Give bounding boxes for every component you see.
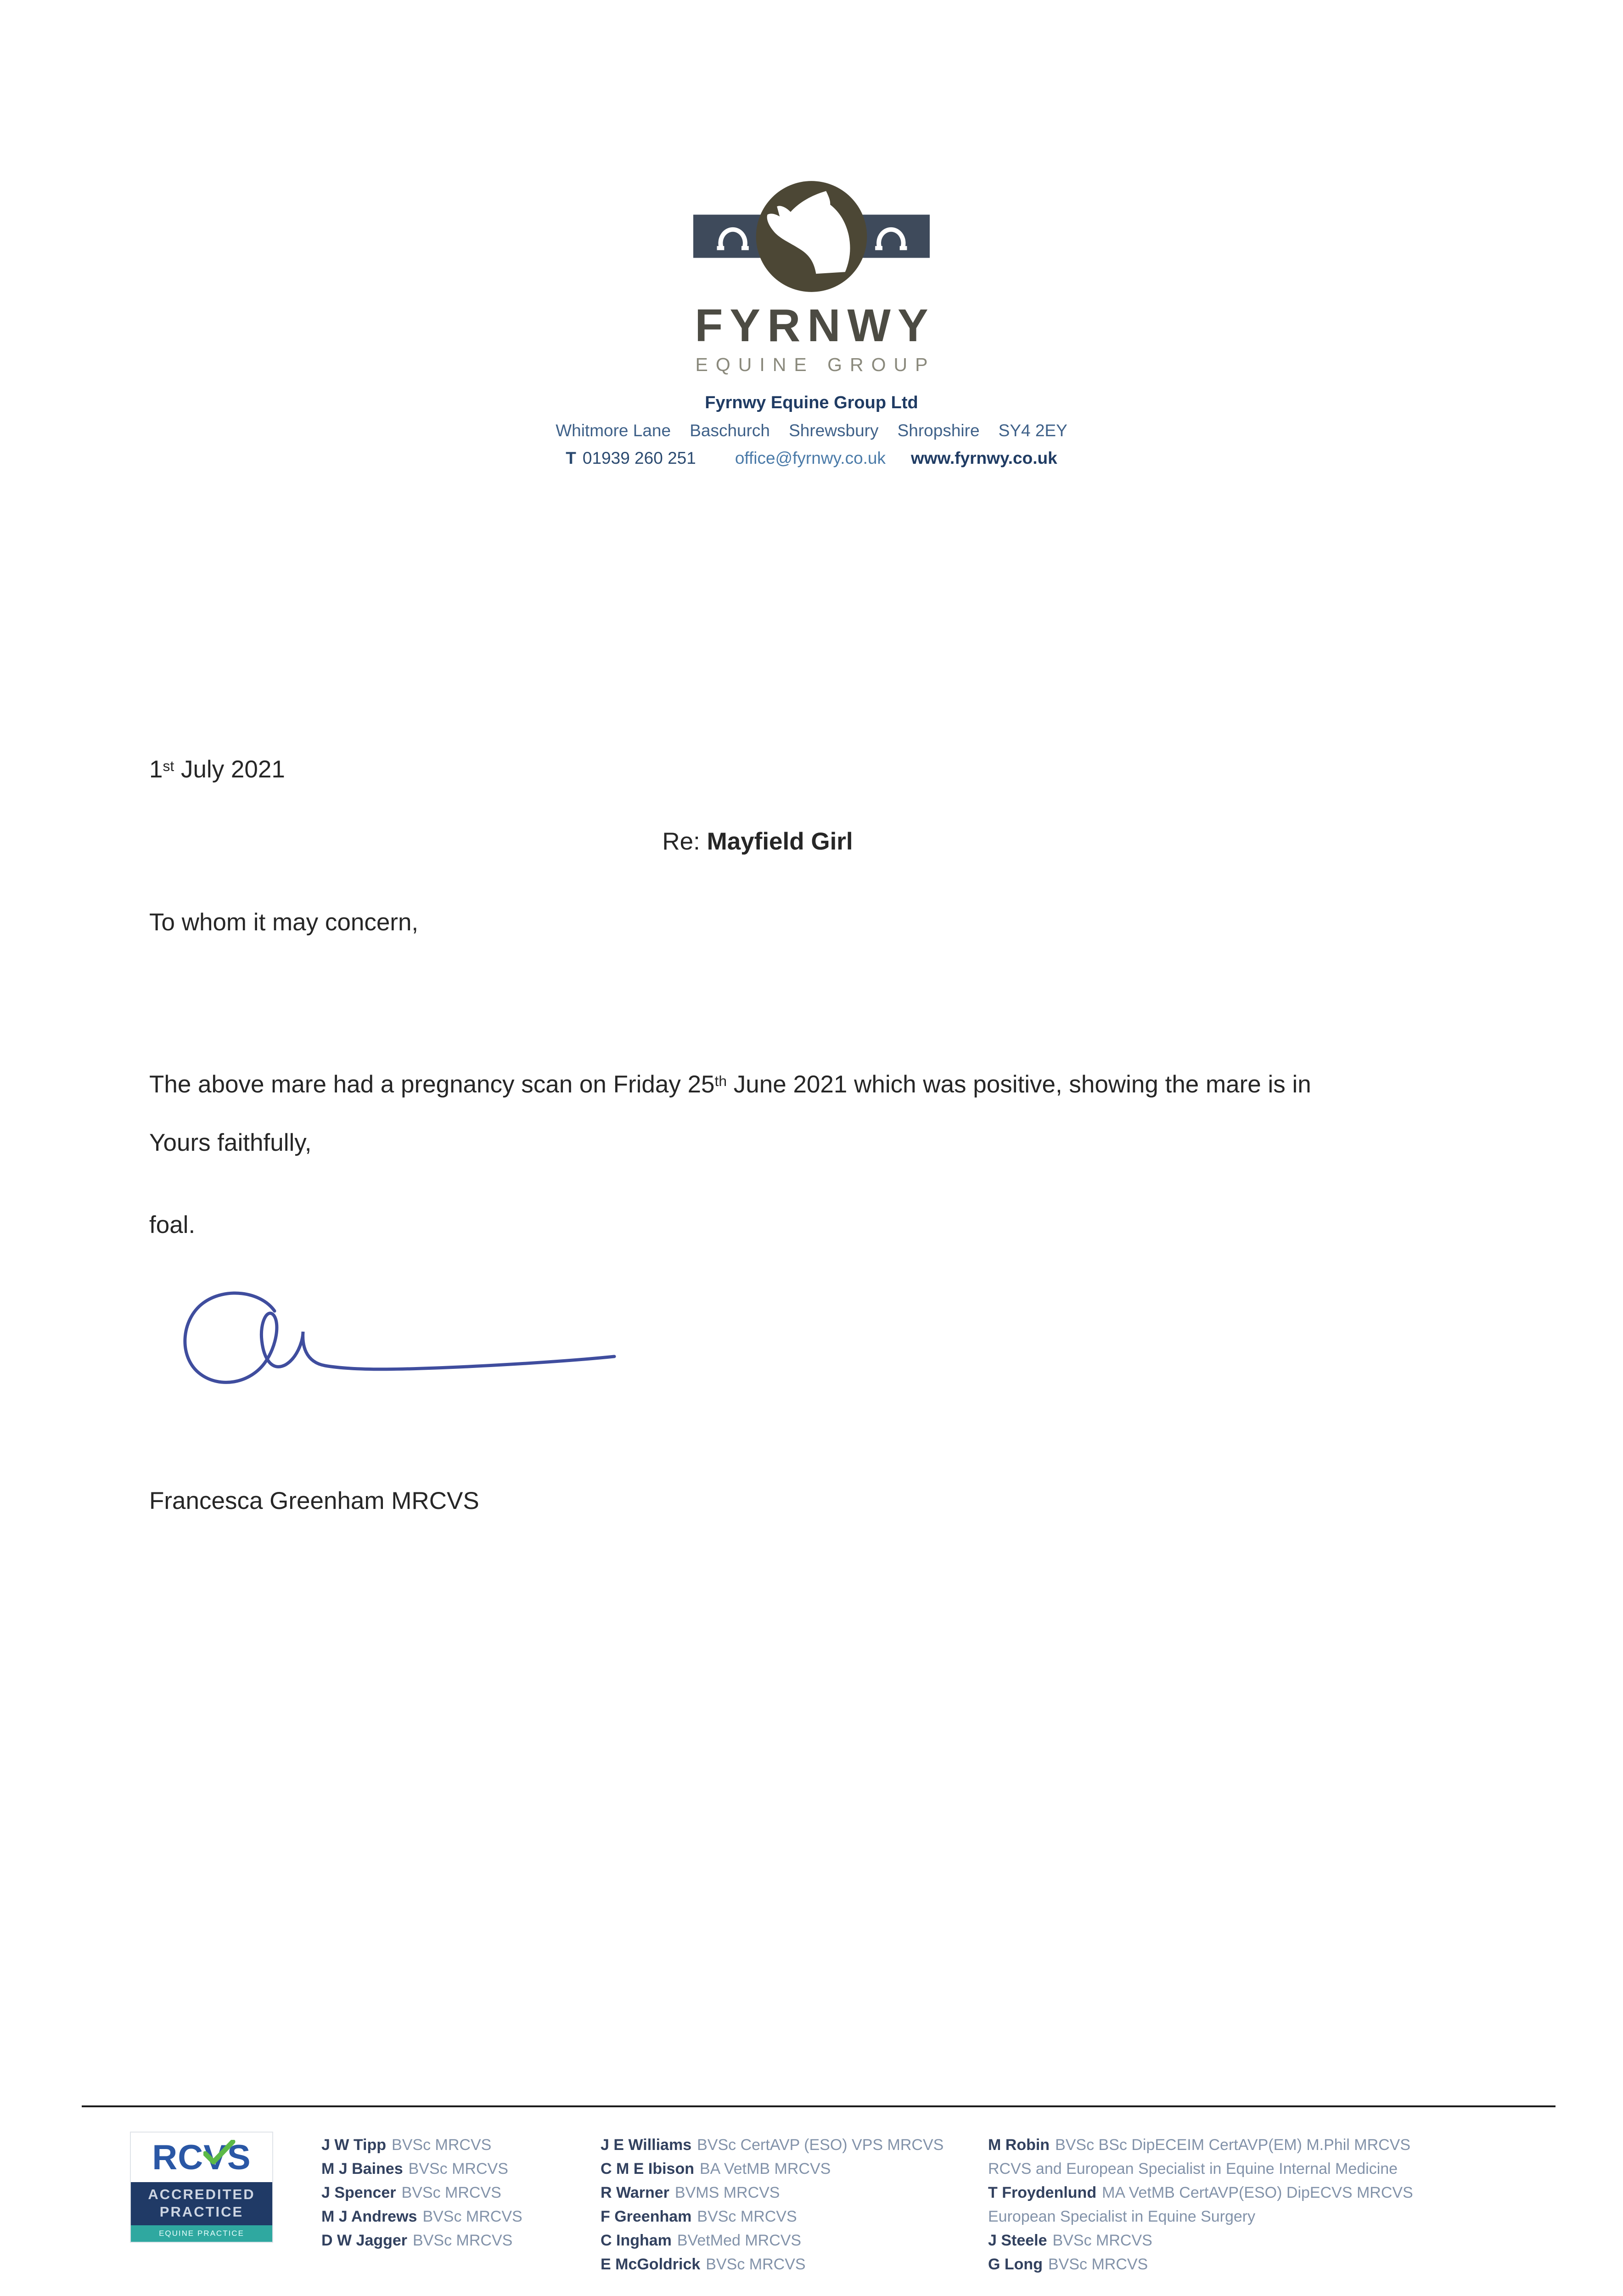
vet-quals: MA VetMB CertAVP(ESO) DipECVS MRCVS <box>1102 2184 1413 2201</box>
contact-line <box>566 449 1057 468</box>
vet-entry <box>601 2133 943 2157</box>
vet-quals: BVMS MRCVS <box>674 2184 780 2201</box>
vet-name: C Ingham <box>601 2232 672 2249</box>
rcvs-practice-label: PRACTICE <box>159 2204 244 2220</box>
vet-entry <box>988 2205 1413 2228</box>
vet-quals: BVSc MRCVS <box>401 2184 501 2201</box>
body-line-1 <box>149 1062 1481 1110</box>
re-subject: Mayfield Girl <box>707 828 853 855</box>
phone-label: T <box>566 449 576 467</box>
body-text-1: The above mare had a pregnancy scan on Friday 25 <box>149 1071 715 1098</box>
vet-quals: BVSc MRCVS <box>392 2136 492 2154</box>
footer-column-2 <box>601 2133 943 2276</box>
brand-name: FYRNWY <box>695 300 935 351</box>
rcvs-check-icon <box>203 2140 236 2166</box>
vet-quals: BA VetMB MRCVS <box>700 2160 831 2178</box>
vet-entry <box>321 2205 522 2228</box>
vet-name: F Greenham <box>601 2208 692 2225</box>
vet-quals: BVSc MRCVS <box>1052 2232 1152 2249</box>
phone-block <box>566 449 696 468</box>
vet-name: E McGoldrick <box>601 2256 701 2273</box>
re-line <box>149 827 1476 855</box>
vet-entry <box>601 2181 943 2205</box>
vet-quals: BVSc MRCVS <box>697 2208 797 2225</box>
vet-name: J Steele <box>988 2232 1047 2249</box>
vet-entry <box>601 2228 943 2252</box>
vet-quals: BVSc MRCVS <box>1048 2256 1148 2273</box>
vet-entry <box>321 2133 522 2157</box>
body-line-2: foal. <box>149 1211 196 1238</box>
vet-entry <box>321 2181 522 2205</box>
brand-subtitle: EQUINE GROUP <box>695 354 936 375</box>
vet-name: J E Williams <box>601 2136 692 2154</box>
vet-name: J W Tipp <box>321 2136 387 2154</box>
body-text-2: June 2021 which was positive, showing the mare is in <box>727 1071 1311 1098</box>
date-day: 1 <box>149 756 163 783</box>
email-text: office@fyrnwy.co.uk <box>735 449 886 467</box>
footer-column-3 <box>988 2133 1413 2276</box>
vet-name: M J Andrews <box>321 2208 417 2225</box>
vet-quals: BVSc CertAVP (ESO) VPS MRCVS <box>697 2136 944 2154</box>
rcvs-accredited-label: ACCREDITED <box>148 2186 255 2202</box>
body-ordinal: th <box>714 1072 727 1089</box>
vet-entry <box>601 2205 943 2228</box>
salutation: To whom it may concern, <box>149 909 419 936</box>
rcvs-logo-band <box>131 2182 272 2225</box>
vet-quals: BVSc MRCVS <box>422 2208 522 2225</box>
closing: Yours faithfully, <box>149 1129 312 1156</box>
vet-name: D W Jagger <box>321 2232 408 2249</box>
rcvs-accredited-practice-logo <box>130 2132 273 2243</box>
fyrnwy-horse-logo-icon <box>693 180 930 294</box>
date-ordinal: st <box>163 757 174 774</box>
letter-date <box>149 755 285 783</box>
vet-name: M J Baines <box>321 2160 403 2178</box>
vet-entry <box>321 2157 522 2181</box>
footer-divider <box>82 2105 1556 2107</box>
vet-name: G Long <box>988 2256 1043 2273</box>
letterhead <box>0 180 1623 468</box>
vet-name: M Robin <box>988 2136 1050 2154</box>
vet-entry <box>601 2157 943 2181</box>
vet-quals: RCVS and European Specialist in Equine Internal Medicine <box>988 2160 1398 2178</box>
vet-quals: European Specialist in Equine Surgery <box>988 2208 1256 2225</box>
phone-number: 01939 260 251 <box>582 449 696 467</box>
vet-entry <box>988 2133 1413 2157</box>
vet-entry <box>601 2252 943 2276</box>
website-text: www.fyrnwy.co.uk <box>911 449 1057 467</box>
vet-entry <box>321 2228 522 2252</box>
rcvs-equine-practice-strip: EQUINE PRACTICE <box>131 2225 272 2242</box>
signature <box>152 1267 657 1424</box>
vet-quals: BVSc MRCVS <box>413 2232 513 2249</box>
vet-entry <box>988 2181 1413 2205</box>
vet-entry <box>988 2157 1413 2181</box>
vet-name: T Froydenlund <box>988 2184 1097 2201</box>
vet-entry <box>988 2228 1413 2252</box>
rcvs-logo-top <box>131 2133 272 2182</box>
re-label: Re: <box>662 828 707 855</box>
company-address: Whitmore Lane Baschurch Shrewsbury Shropshire SY4 2EY <box>556 421 1067 440</box>
rcvs-acronym: RCVS <box>152 2138 251 2177</box>
signatory-name: Francesca Greenham MRCVS <box>149 1487 479 1514</box>
vet-entry <box>988 2252 1413 2276</box>
footer-column-1 <box>321 2133 522 2252</box>
vet-name: R Warner <box>601 2184 669 2201</box>
vet-quals: BVSc MRCVS <box>408 2160 508 2178</box>
company-name: Fyrnwy Equine Group Ltd <box>705 393 918 412</box>
vet-quals: BVSc MRCVS <box>706 2256 806 2273</box>
vet-quals: BVetMed MRCVS <box>677 2232 802 2249</box>
vet-quals: BVSc BSc DipECEIM CertAVP(EM) M.Phil MRCVS <box>1055 2136 1411 2154</box>
vet-name: C M E Ibison <box>601 2160 694 2178</box>
date-rest: July 2021 <box>174 756 285 783</box>
vet-name: J Spencer <box>321 2184 396 2201</box>
